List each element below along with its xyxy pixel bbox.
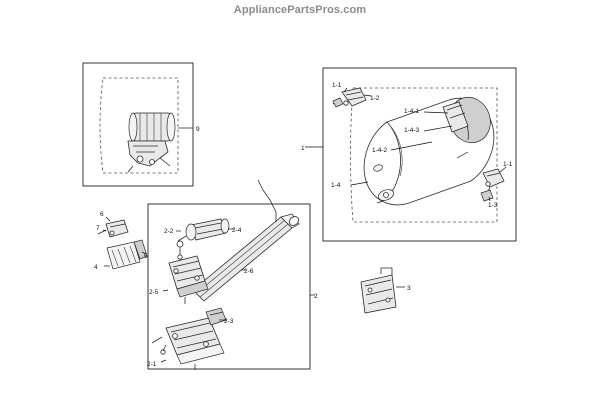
bracket-3 [361,268,411,313]
callout-2-3: 2-3 [224,318,234,325]
callout-2-2: 2-2 [164,228,174,235]
callout-1: 1 [301,145,305,152]
callout-1-4-3: 1-4-3 [404,127,420,134]
tank-panel [301,68,516,241]
motor-panel [83,63,200,186]
tank-fitting-1-3 [481,169,504,201]
watermark-text: AppliancePartsPros.com [233,4,367,16]
callout-2-5: 2-5 [149,289,159,296]
motor-assembly [128,113,175,172]
callout-5: 5 [144,253,148,260]
callout-1-1-right: 1-1 [503,161,513,168]
callout-1-2: 1-2 [370,95,380,102]
pump-panel [147,180,318,370]
callout-9: 9 [196,126,200,133]
callout-1-4-2: 1-4-2 [372,147,388,154]
callout-2: 2 [314,293,318,300]
callout-3: 3 [407,285,411,292]
callout-1-3: 1-3 [488,202,498,209]
cylinder-assembly-2-4 [177,219,229,259]
callout-2-6: 2-6 [244,268,254,275]
callout-4: 4 [94,264,98,271]
callout-1-4: 1-4 [331,182,341,189]
compressor-2-1 [152,308,226,370]
callout-1-1-top: 1-1 [332,82,342,89]
callout-6: 6 [100,211,104,218]
callout-2-4: 2-4 [232,227,242,234]
hardware-group [94,211,148,271]
callout-1-4-1: 1-4-1 [404,108,420,115]
callout-2-1: 2-1 [147,361,157,368]
tank-bracket-1-2 [333,88,366,107]
callout-7: 7 [96,225,100,232]
